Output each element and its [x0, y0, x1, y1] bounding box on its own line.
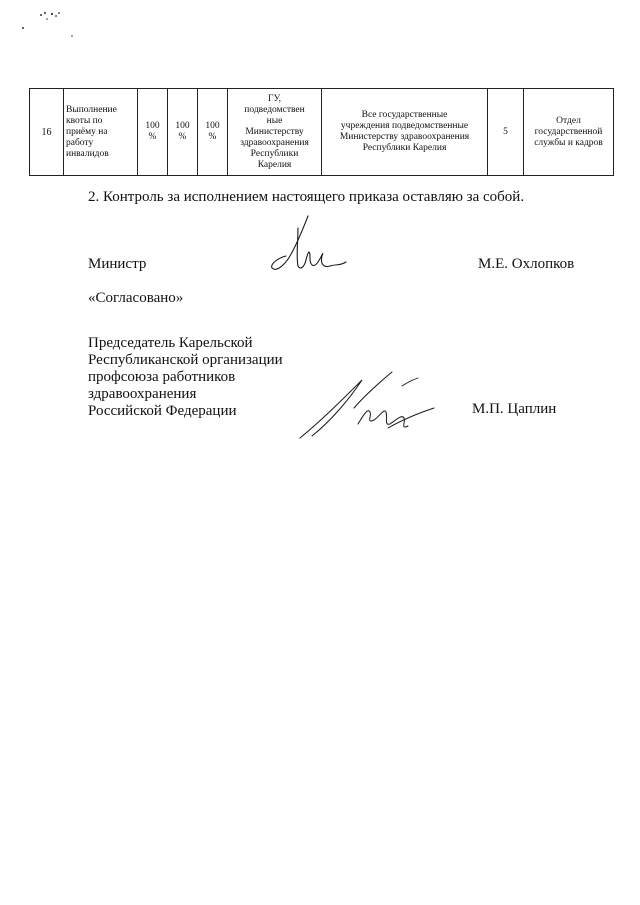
responsible-cell: Отдел государственной службы и кадров: [524, 89, 614, 176]
chair-signature: [292, 368, 442, 444]
organization-cell: ГУ, подведомствен ные Министерству здравоохранения Республики Карелия: [228, 89, 322, 176]
scope-cell: Все государственные учреждения подведомственные Министерству здравоохранения Республики Карелия: [322, 89, 488, 176]
target-value-1: 100 %: [138, 89, 168, 176]
minister-name: М.Е. Охлопков: [478, 256, 575, 272]
chair-role: Председатель Карельской Республиканской организации профсоюза работников здравоохранения Российской Федерации: [88, 335, 283, 419]
indicator-name: Выполнение квоты по приёму на работу инвалидов: [64, 89, 138, 176]
scan-marks: [0, 0, 120, 40]
plan-table: [29, 88, 614, 176]
minister-role: Министр: [88, 256, 147, 272]
target-value-2: 100 %: [168, 89, 198, 176]
row-number: 16: [30, 89, 64, 176]
minister-signature: [268, 212, 348, 284]
agreed-label: «Согласовано»: [88, 290, 184, 306]
paragraph-2: 2. Контроль за исполнением настоящего приказа оставляю за собой.: [88, 189, 525, 205]
table-row: [30, 89, 614, 176]
chair-name: М.П. Цаплин: [472, 401, 557, 417]
score-cell: 5: [488, 89, 524, 176]
target-value-3: 100 %: [198, 89, 228, 176]
